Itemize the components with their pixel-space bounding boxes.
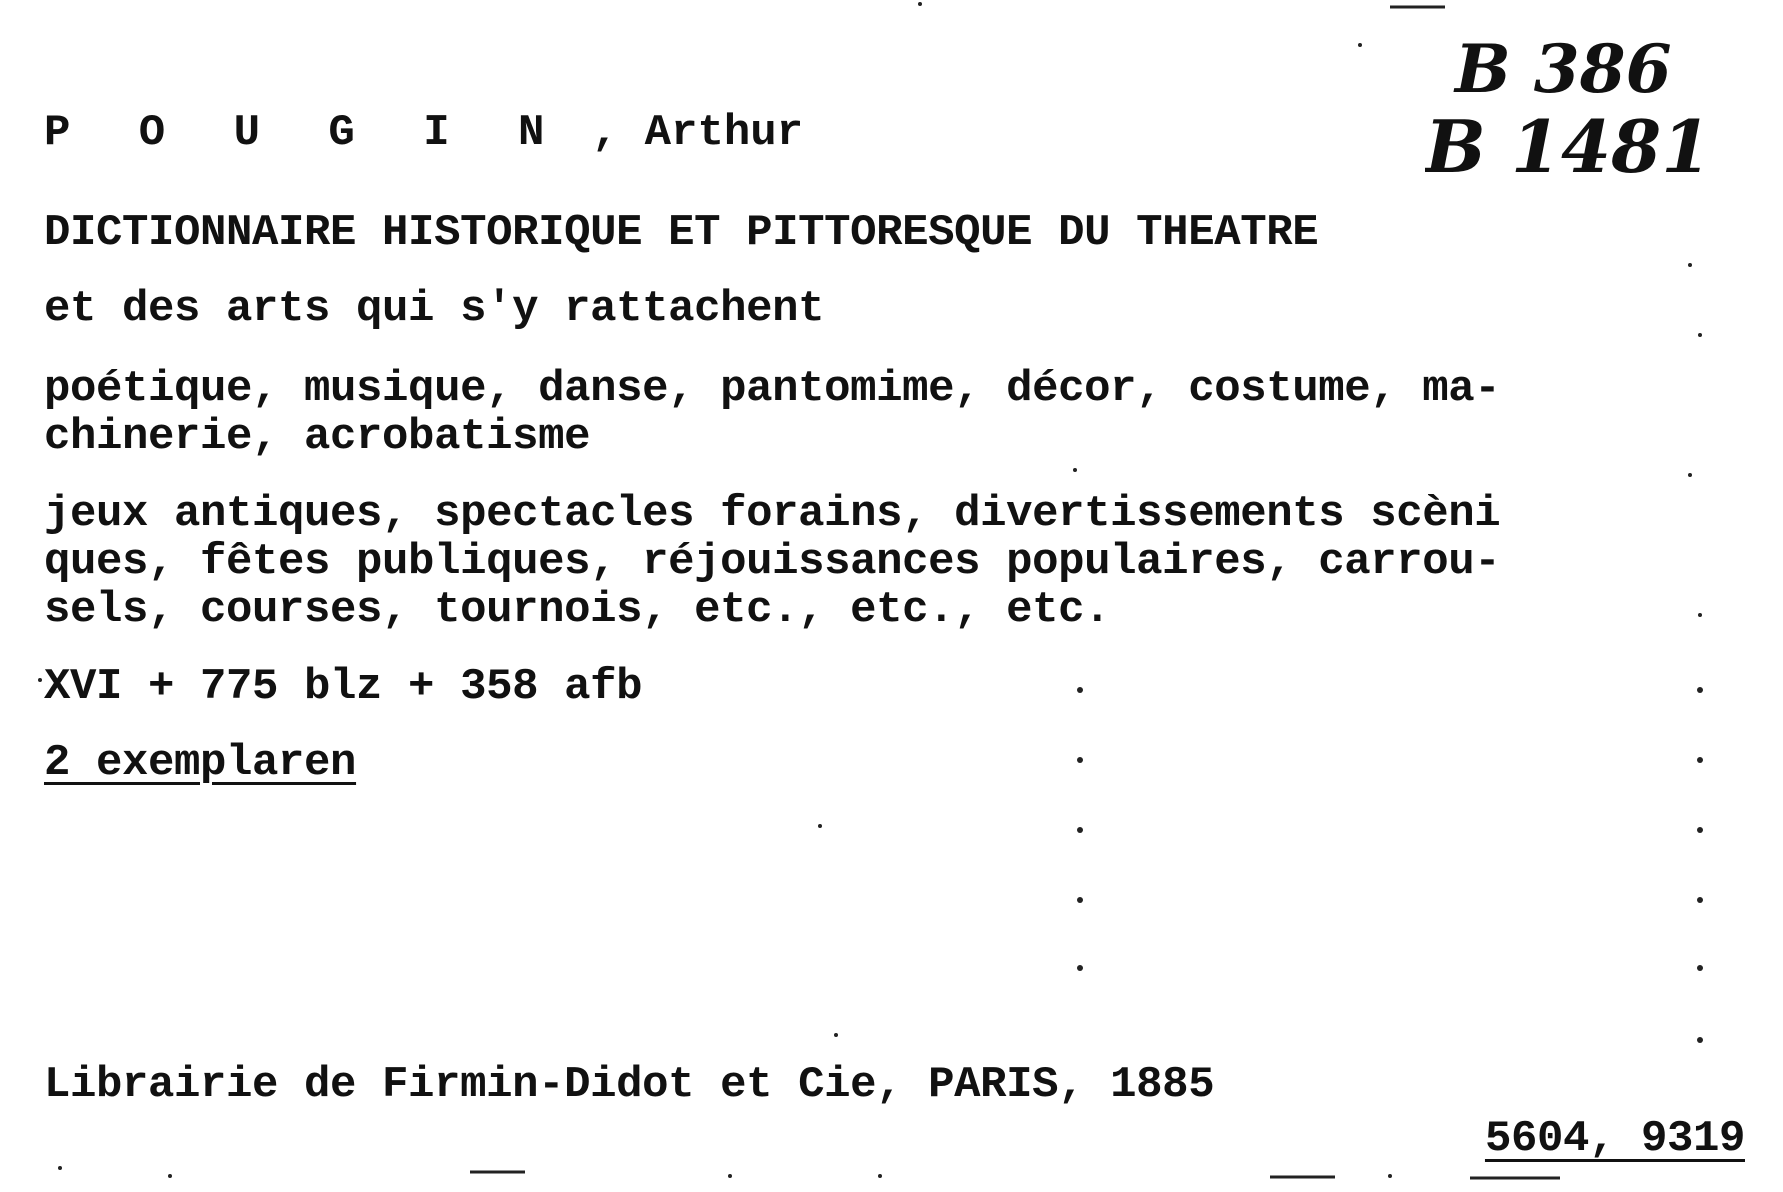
collation: XVI + 775 blz + 358 afb <box>44 662 643 712</box>
accession-number: 5604, 9319 <box>1484 1114 1745 1164</box>
book-title: DICTIONNAIRE HISTORIQUE ET PITTORESQUE DU THEATRE <box>44 208 1319 258</box>
subjects-second: jeux antiques, spectacles forains, divertissements scèni ques, fêtes publiques, réjouissances populaires, carrou- sels, courses, tournois, etc., etc., etc. <box>44 489 1501 635</box>
copies-count: 2 exemplaren <box>44 738 357 788</box>
call-number-1: B 386 <box>1455 30 1672 108</box>
call-number-2: B 1481 <box>1425 104 1712 182</box>
author-line <box>44 108 803 158</box>
handwritten-call-numbers <box>1425 22 1755 182</box>
subjects-first: poétique, musique, danse, pantomime, décor, costume, ma- chinerie, acrobatisme <box>44 364 1501 462</box>
imprint: Librairie de Firmin-Didot et Cie, PARIS, 1885 <box>44 1060 1215 1110</box>
author-surname: P O U G I N <box>44 108 566 158</box>
author-separator: , <box>565 108 645 158</box>
author-given-name: Arthur <box>644 108 804 158</box>
book-subtitle: et des arts qui s'y rattachent <box>44 284 825 334</box>
